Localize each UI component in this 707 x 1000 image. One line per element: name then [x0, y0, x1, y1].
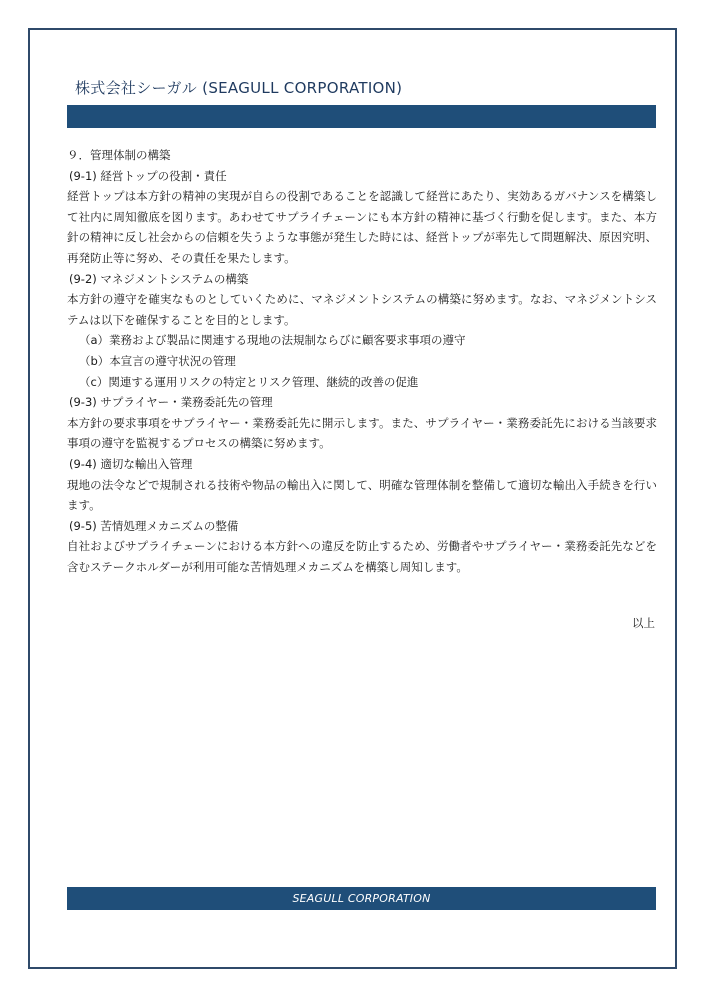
section-body-9-4: 現地の法令などで規制される技術や物品の輸出入に関して、明確な管理体制を整備して適切な輸出入手続きを行います。 [67, 477, 657, 513]
main-heading: ９．管理体制の構築 [67, 148, 171, 162]
list-item-b: （b）本宣言の遵守状況の管理 [79, 353, 236, 368]
section-heading-9-5: (9-5) 苦情処理メカニズムの整備 [69, 518, 239, 533]
section-heading-9-1: (9-1) 経営トップの役割・責任 [69, 168, 227, 183]
section-body-9-1: 経営トップは本方針の精神の実現が自らの役割であることを認識して経営にあたり、実効あるガバナンスを構築して社内に周知徹底を図ります。あわせてサプライチェーンにも本方針の精神に基づく行動を促します。また、本方針の精神に反し社会からの信頼を失うような事態が発生した時には、経営トップが率先して問題解決、原因究明、再発防止等に努め、その責任を果たします。 [67, 189, 657, 265]
header-bar [67, 105, 656, 128]
company-title: 株式会社シーガル (SEAGULL CORPORATION) [75, 79, 403, 97]
footer-bar [67, 887, 656, 910]
closing-mark: 以上 [632, 616, 655, 630]
section-heading-9-4: (9-4) 適切な輸出入管理 [69, 456, 193, 471]
section-body-9-3: 本方針の要求事項をサプライヤー・業務委託先に開示します。また、サプライヤー・業務委託先における当該要求事項の遵守を監視するプロセスの構築に努めます。 [67, 415, 657, 451]
section-heading-9-3: (9-3) サプライヤー・業務委託先の管理 [69, 395, 273, 410]
section-body-9-2: 本方針の遵守を確実なものとしていくために、マネジメントシステムの構築に努めます。なお、マネジメントシステムは以下を確保することを目的とします。 [67, 292, 657, 327]
footer-company-name: SEAGULL CORPORATION [292, 892, 431, 905]
section-heading-9-2: (9-2) マネジメントシステムの構築 [69, 271, 249, 286]
document-body [67, 145, 657, 577]
list-item-c: （c）関連する運用リスクの特定とリスク管理、継続的改善の促進 [79, 374, 419, 389]
list-item-a: （a）業務および製品に関連する現地の法規制ならびに顧客要求事項の遵守 [79, 333, 466, 348]
section-body-9-5: 自社およびサプライチェーンにおける本方針への違反を防止するため、労働者やサプライヤー・業務委託先などを含むステークホルダーが利用可能な苦情処理メカニズムを構築し周知します。 [67, 539, 657, 574]
